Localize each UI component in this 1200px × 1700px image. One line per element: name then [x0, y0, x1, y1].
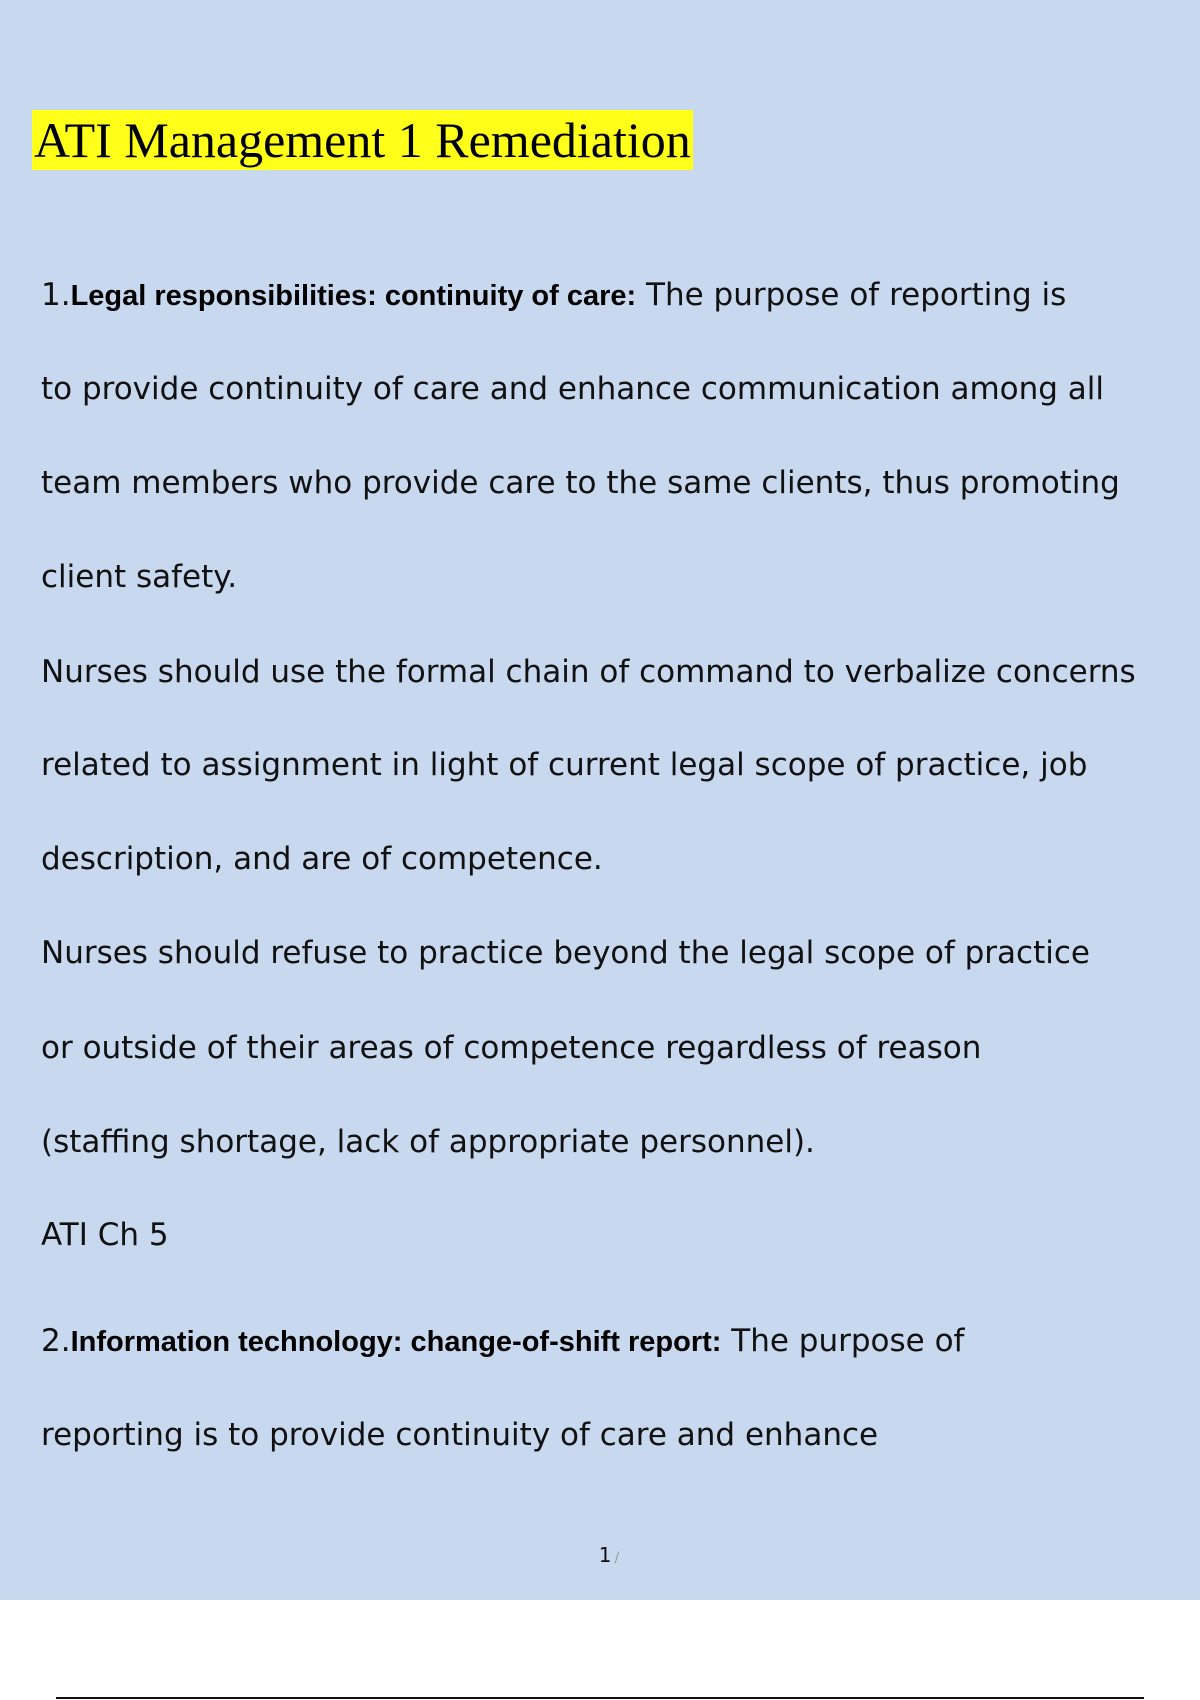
body-line: or outside of their areas of competence regardless of reason [41, 1030, 982, 1066]
page-number [0, 1540, 1200, 1573]
title-block [32, 110, 693, 170]
footer-divider [56, 1697, 1144, 1699]
list-item-number: 1. [41, 277, 71, 313]
body-line: team members who provide care to the same clients, thus promoting [41, 465, 1120, 501]
body-line: description, and are of competence. [41, 841, 603, 877]
body-line: (staffing shortage, lack of appropriate personnel). [41, 1124, 815, 1160]
document-title: ATI Management 1 Remediation [34, 112, 691, 168]
list-item-1-first-line [41, 275, 1066, 316]
body-line: to provide continuity of care and enhance communication among all [41, 371, 1105, 407]
body-line: Nurses should refuse to practice beyond the legal scope of practice [41, 935, 1090, 971]
list-item-text: The purpose of [721, 1323, 965, 1359]
body-line: related to assignment in light of current legal scope of practice, job [41, 747, 1088, 783]
body-line: client safety. [41, 559, 238, 595]
list-item-heading: Information technology: change-of-shift report: [70, 1326, 722, 1358]
page-number-suffix: / [614, 1550, 620, 1566]
list-item-2-first-line [41, 1321, 964, 1362]
list-item-text: The purpose of reporting is [636, 277, 1067, 313]
page-number-value: 1 [598, 1543, 612, 1567]
source-reference: ATI Ch 5 [41, 1217, 169, 1253]
list-item-number: 2. [41, 1323, 71, 1359]
body-line: Nurses should use the formal chain of command to verbalize concerns [41, 654, 1136, 690]
list-item-heading: Legal responsibilities: continuity of care: [70, 280, 637, 312]
body-line: reporting is to provide continuity of care and enhance [41, 1417, 879, 1453]
